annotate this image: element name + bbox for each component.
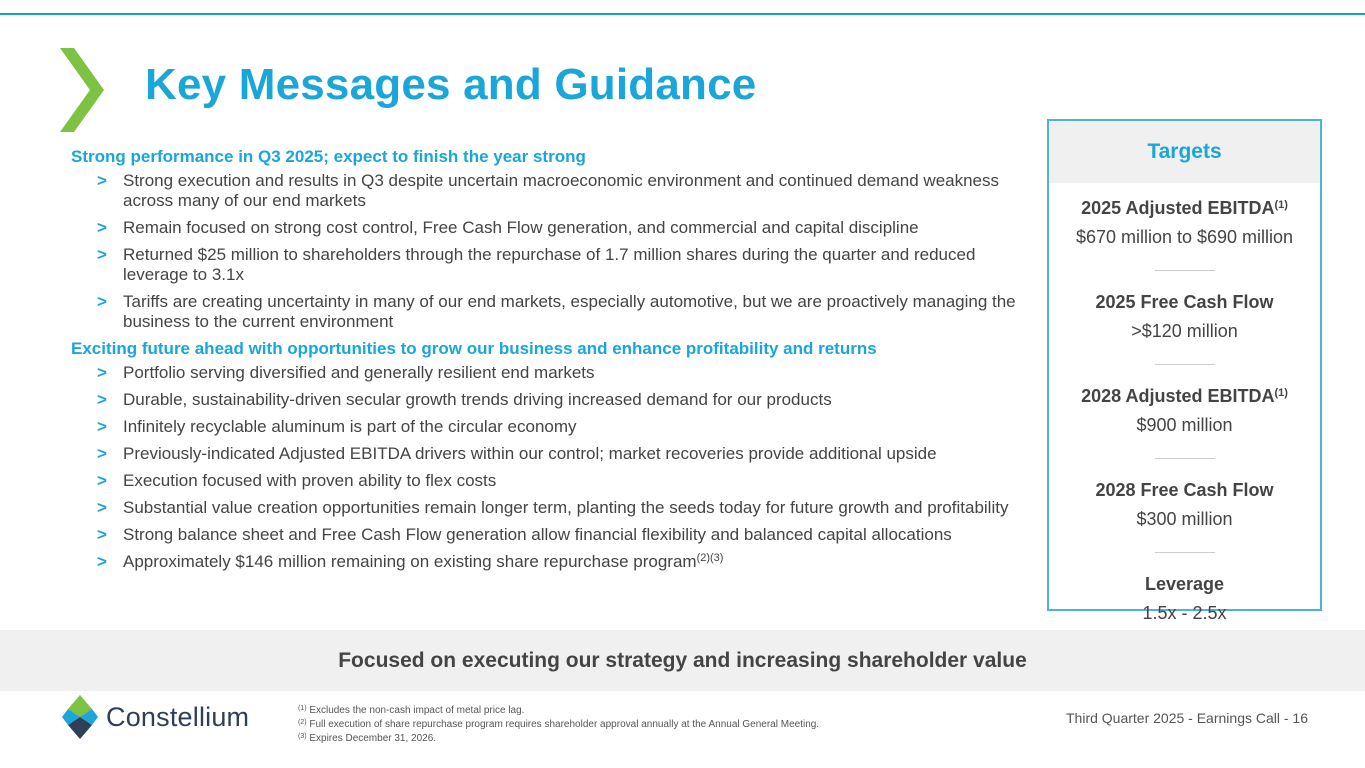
page-title: Key Messages and Guidance [145,60,757,109]
bullet-text: Strong balance sheet and Free Cash Flow generation allow financial flexibility and balanced capital allocations [123,525,952,544]
target-value: $900 million [1136,415,1233,435]
list-item [71,363,1036,383]
targets-list [1049,183,1320,624]
list-item [71,444,1036,464]
key-messages [71,147,1036,579]
bullet-list-future [71,363,1036,572]
tagline-band [0,630,1365,691]
bullet-marker: > [97,292,107,311]
divider [1155,364,1215,365]
footnotes [298,704,819,746]
bullet-text: Execution focused with proven ability to flex costs [123,471,497,490]
bullet-marker: > [97,363,107,382]
bullet-text: Strong execution and results in Q3 despite uncertain macroeconomic environment and continued demand weakness across many of our end markets [123,171,1000,210]
target-item [1049,573,1320,624]
target-value: >$120 million [1131,321,1238,341]
divider [1155,458,1215,459]
footnote-marker: (3) [298,733,307,740]
bullet-marker: > [97,444,107,463]
page-reference: Third Quarter 2025 - Earnings Call - 16 [1066,710,1308,726]
target-label [1049,573,1320,595]
footnote-text: Expires December 31, 2026. [309,733,437,744]
divider [1155,552,1215,553]
bullet-list-performance [71,171,1036,332]
constellium-logo-icon [62,695,98,739]
footnote-ref: (2)(3) [696,552,724,564]
bullet-text: Returned $25 million to shareholders through the repurchase of 1.7 million shares during the quarter and reduced leverage to 3.1x [123,245,976,284]
bullet-marker: > [97,552,107,571]
target-label-text: Leverage [1144,574,1225,594]
logo-text: Constellium [106,701,250,732]
bullet-text: Remain focused on strong cost control, Free Cash Flow generation, and commercial and capital discipline [123,218,919,237]
list-item [71,245,1036,285]
top-rule [0,13,1365,15]
footnote-ref: (1) [1274,387,1288,399]
footnote-marker: (1) [298,705,307,712]
list-item [71,471,1036,491]
target-label-text: 2025 Free Cash Flow [1095,292,1274,312]
bullet-marker: > [97,171,107,190]
footnote-text: Full execution of share repurchase program requires shareholder approval annually at the Annual General Meeting. [309,719,820,730]
target-value: $300 million [1136,509,1233,529]
target-label [1049,197,1320,219]
footnote [298,704,819,718]
footnote-text: Excludes the non-cash impact of metal price lag. [309,705,525,716]
bullet-text: Substantial value creation opportunities remain longer term, planting the seeds today for future growth and profitability [123,498,1009,517]
target-label-text: 2028 Free Cash Flow [1095,480,1274,500]
target-item [1049,197,1320,248]
section-heading-performance: Strong performance in Q3 2025; expect to finish the year strong [71,147,586,166]
list-item [71,525,1036,545]
list-item [71,171,1036,211]
target-label [1049,291,1320,313]
list-item [71,552,1036,572]
bullet-text: Portfolio serving diversified and generally resilient end markets [123,363,595,382]
list-item [71,390,1036,410]
bullet-text: Approximately $146 million remaining on existing share repurchase program [123,552,697,571]
bullet-text: Durable, sustainability-driven secular growth trends driving increased demand for our products [123,390,832,409]
footnote [298,718,819,732]
section-heading-future: Exciting future ahead with opportunities to grow our business and enhance profitability and returns [71,339,877,358]
target-item [1049,385,1320,436]
target-value: $670 million to $690 million [1075,227,1294,247]
tagline: Focused on executing our strategy and increasing shareholder value [338,648,1027,672]
bullet-marker: > [97,390,107,409]
list-item [71,218,1036,238]
bullet-text: Previously-indicated Adjusted EBITDA drivers within our control; market recoveries provide additional upside [123,444,937,463]
chevron-icon [60,48,104,132]
target-item [1049,479,1320,530]
footnote [298,732,819,746]
divider [1155,270,1215,271]
list-item [71,417,1036,437]
list-item [71,498,1036,518]
target-label-text: 2025 Adjusted EBITDA [1081,198,1275,218]
footnote-ref: (1) [1274,199,1288,211]
bullet-text: Tariffs are creating uncertainty in many of our end markets, especially automotive, but we are proactively managing the business to the current environment [123,292,1016,331]
bullet-marker: > [97,471,107,490]
target-value: 1.5x - 2.5x [1142,603,1227,623]
target-item [1049,291,1320,342]
footnote-marker: (2) [298,719,307,726]
bullet-marker: > [97,417,107,436]
targets-header: Targets [1049,121,1320,183]
bullet-marker: > [97,218,107,237]
company-logo [62,694,249,740]
target-label [1049,479,1320,501]
list-item [71,292,1036,332]
bullet-marker: > [97,525,107,544]
bullet-text: Infinitely recyclable aluminum is part of the circular economy [123,417,577,436]
target-label [1049,385,1320,407]
bullet-marker: > [97,245,107,264]
bullet-marker: > [97,498,107,517]
target-label-text: 2028 Adjusted EBITDA [1081,386,1275,406]
targets-panel [1047,119,1322,623]
